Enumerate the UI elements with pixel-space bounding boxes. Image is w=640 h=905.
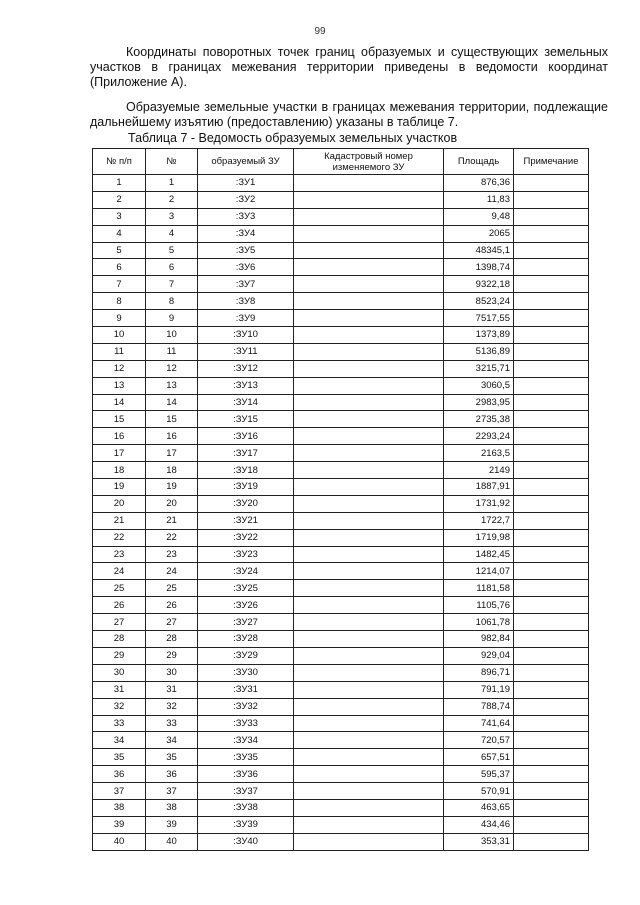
cell-row-number: 36 bbox=[93, 766, 146, 783]
table-row bbox=[93, 327, 589, 344]
cell-row-number: 17 bbox=[93, 445, 146, 462]
table-row bbox=[93, 833, 589, 850]
cell-plot: :ЗУ28 bbox=[198, 631, 294, 648]
cell-note bbox=[514, 411, 589, 428]
cell-number: 37 bbox=[146, 783, 198, 800]
cell-cadastral bbox=[294, 462, 444, 479]
table-row bbox=[93, 546, 589, 563]
table-row bbox=[93, 377, 589, 394]
cell-cadastral bbox=[294, 799, 444, 816]
cell-cadastral bbox=[294, 428, 444, 445]
cell-plot: :ЗУ15 bbox=[198, 411, 294, 428]
cell-note bbox=[514, 614, 589, 631]
cell-area: 791,19 bbox=[444, 681, 514, 698]
table-row bbox=[93, 225, 589, 242]
cell-cadastral bbox=[294, 681, 444, 698]
cell-cadastral bbox=[294, 208, 444, 225]
table-row bbox=[93, 681, 589, 698]
cell-row-number: 31 bbox=[93, 681, 146, 698]
cell-row-number: 40 bbox=[93, 833, 146, 850]
table-row bbox=[93, 816, 589, 833]
cell-note bbox=[514, 175, 589, 192]
header-cadastral: Кадастровый номер изменяемого ЗУ bbox=[294, 149, 444, 175]
cell-area: 1398,74 bbox=[444, 259, 514, 276]
table-row bbox=[93, 698, 589, 715]
cell-row-number: 26 bbox=[93, 597, 146, 614]
cell-cadastral bbox=[294, 614, 444, 631]
cell-row-number: 25 bbox=[93, 580, 146, 597]
table-row bbox=[93, 462, 589, 479]
cell-plot: :ЗУ33 bbox=[198, 715, 294, 732]
cell-note bbox=[514, 259, 589, 276]
cell-plot: :ЗУ11 bbox=[198, 343, 294, 360]
cell-number: 17 bbox=[146, 445, 198, 462]
cell-cadastral bbox=[294, 479, 444, 496]
cell-row-number: 12 bbox=[93, 360, 146, 377]
cell-area: 1887,91 bbox=[444, 479, 514, 496]
cell-number: 12 bbox=[146, 360, 198, 377]
cell-row-number: 39 bbox=[93, 816, 146, 833]
cell-note bbox=[514, 327, 589, 344]
table-row bbox=[93, 276, 589, 293]
cell-number: 35 bbox=[146, 749, 198, 766]
cell-row-number: 10 bbox=[93, 327, 146, 344]
table-row bbox=[93, 360, 589, 377]
cell-row-number: 1 bbox=[93, 175, 146, 192]
cell-row-number: 24 bbox=[93, 563, 146, 580]
cell-number: 23 bbox=[146, 546, 198, 563]
cell-plot: :ЗУ29 bbox=[198, 647, 294, 664]
table-row bbox=[93, 647, 589, 664]
cell-note bbox=[514, 766, 589, 783]
cell-cadastral bbox=[294, 259, 444, 276]
cell-area: 1373,89 bbox=[444, 327, 514, 344]
table-row bbox=[93, 783, 589, 800]
cell-row-number: 32 bbox=[93, 698, 146, 715]
cell-cadastral bbox=[294, 816, 444, 833]
cell-area: 1214,07 bbox=[444, 563, 514, 580]
cell-cadastral bbox=[294, 766, 444, 783]
cell-number: 3 bbox=[146, 208, 198, 225]
cell-plot: :ЗУ37 bbox=[198, 783, 294, 800]
cell-plot: :ЗУ1 bbox=[198, 175, 294, 192]
cell-area: 434,46 bbox=[444, 816, 514, 833]
cell-plot: :ЗУ24 bbox=[198, 563, 294, 580]
cell-area: 11,83 bbox=[444, 191, 514, 208]
header-row-number: № п/п bbox=[93, 149, 146, 175]
cell-note bbox=[514, 479, 589, 496]
cell-plot: :ЗУ4 bbox=[198, 225, 294, 242]
table-caption: Таблица 7 - Ведомость образуемых земельных участков bbox=[128, 131, 458, 145]
cell-note bbox=[514, 276, 589, 293]
table-row bbox=[93, 479, 589, 496]
cell-cadastral bbox=[294, 732, 444, 749]
cell-row-number: 11 bbox=[93, 343, 146, 360]
cell-number: 34 bbox=[146, 732, 198, 749]
cell-area: 876,36 bbox=[444, 175, 514, 192]
cell-plot: :ЗУ5 bbox=[198, 242, 294, 259]
cell-plot: :ЗУ39 bbox=[198, 816, 294, 833]
cell-plot: :ЗУ7 bbox=[198, 276, 294, 293]
table-row bbox=[93, 749, 589, 766]
cell-plot: :ЗУ2 bbox=[198, 191, 294, 208]
table-row bbox=[93, 191, 589, 208]
cell-number: 14 bbox=[146, 394, 198, 411]
cell-note bbox=[514, 512, 589, 529]
table-row bbox=[93, 208, 589, 225]
cell-note bbox=[514, 310, 589, 327]
cell-cadastral bbox=[294, 512, 444, 529]
cell-number: 6 bbox=[146, 259, 198, 276]
cell-number: 36 bbox=[146, 766, 198, 783]
cell-cadastral bbox=[294, 293, 444, 310]
table-row bbox=[93, 428, 589, 445]
cell-cadastral bbox=[294, 631, 444, 648]
cell-row-number: 3 bbox=[93, 208, 146, 225]
cell-area: 657,51 bbox=[444, 749, 514, 766]
cell-number: 2 bbox=[146, 191, 198, 208]
cell-plot: :ЗУ20 bbox=[198, 495, 294, 512]
cell-number: 29 bbox=[146, 647, 198, 664]
cell-row-number: 8 bbox=[93, 293, 146, 310]
cell-cadastral bbox=[294, 647, 444, 664]
cell-plot: :ЗУ27 bbox=[198, 614, 294, 631]
cell-cadastral bbox=[294, 242, 444, 259]
cell-cadastral bbox=[294, 563, 444, 580]
cell-plot: :ЗУ21 bbox=[198, 512, 294, 529]
cell-plot: :ЗУ17 bbox=[198, 445, 294, 462]
cell-row-number: 21 bbox=[93, 512, 146, 529]
cell-note bbox=[514, 833, 589, 850]
table-row bbox=[93, 597, 589, 614]
cell-row-number: 5 bbox=[93, 242, 146, 259]
cell-plot: :ЗУ12 bbox=[198, 360, 294, 377]
cell-plot: :ЗУ16 bbox=[198, 428, 294, 445]
table-row bbox=[93, 175, 589, 192]
cell-number: 20 bbox=[146, 495, 198, 512]
cell-plot: :ЗУ22 bbox=[198, 529, 294, 546]
cell-plot: :ЗУ9 bbox=[198, 310, 294, 327]
cell-area: 7517,55 bbox=[444, 310, 514, 327]
header-note: Примечание bbox=[514, 149, 589, 175]
cell-cadastral bbox=[294, 276, 444, 293]
cell-row-number: 4 bbox=[93, 225, 146, 242]
cell-note bbox=[514, 343, 589, 360]
cell-number: 18 bbox=[146, 462, 198, 479]
cell-number: 1 bbox=[146, 175, 198, 192]
cell-number: 11 bbox=[146, 343, 198, 360]
cell-area: 1722,7 bbox=[444, 512, 514, 529]
cell-number: 16 bbox=[146, 428, 198, 445]
cell-row-number: 22 bbox=[93, 529, 146, 546]
table-row bbox=[93, 664, 589, 681]
table-row bbox=[93, 411, 589, 428]
table-row bbox=[93, 242, 589, 259]
cell-row-number: 14 bbox=[93, 394, 146, 411]
cell-cadastral bbox=[294, 698, 444, 715]
cell-note bbox=[514, 225, 589, 242]
cell-cadastral bbox=[294, 445, 444, 462]
cell-plot: :ЗУ34 bbox=[198, 732, 294, 749]
table-row bbox=[93, 563, 589, 580]
cell-note bbox=[514, 563, 589, 580]
cell-note bbox=[514, 208, 589, 225]
cell-row-number: 34 bbox=[93, 732, 146, 749]
cell-plot: :ЗУ26 bbox=[198, 597, 294, 614]
cell-number: 10 bbox=[146, 327, 198, 344]
cell-cadastral bbox=[294, 360, 444, 377]
cell-row-number: 28 bbox=[93, 631, 146, 648]
cell-plot: :ЗУ18 bbox=[198, 462, 294, 479]
cell-row-number: 15 bbox=[93, 411, 146, 428]
table-row bbox=[93, 580, 589, 597]
cell-area: 720,57 bbox=[444, 732, 514, 749]
cell-number: 9 bbox=[146, 310, 198, 327]
cell-row-number: 33 bbox=[93, 715, 146, 732]
cell-row-number: 13 bbox=[93, 377, 146, 394]
table-row bbox=[93, 495, 589, 512]
cell-number: 19 bbox=[146, 479, 198, 496]
cell-cadastral bbox=[294, 327, 444, 344]
cell-note bbox=[514, 715, 589, 732]
cell-number: 25 bbox=[146, 580, 198, 597]
cell-row-number: 20 bbox=[93, 495, 146, 512]
cell-row-number: 38 bbox=[93, 799, 146, 816]
cell-number: 32 bbox=[146, 698, 198, 715]
cell-cadastral bbox=[294, 749, 444, 766]
cell-number: 5 bbox=[146, 242, 198, 259]
cell-row-number: 6 bbox=[93, 259, 146, 276]
cell-area: 1731,92 bbox=[444, 495, 514, 512]
cell-row-number: 18 bbox=[93, 462, 146, 479]
cell-note bbox=[514, 529, 589, 546]
cell-area: 9322,18 bbox=[444, 276, 514, 293]
table-row bbox=[93, 310, 589, 327]
cell-plot: :ЗУ25 bbox=[198, 580, 294, 597]
cell-row-number: 2 bbox=[93, 191, 146, 208]
cell-plot: :ЗУ13 bbox=[198, 377, 294, 394]
cell-note bbox=[514, 732, 589, 749]
cell-area: 463,65 bbox=[444, 799, 514, 816]
cell-number: 4 bbox=[146, 225, 198, 242]
table-header-row bbox=[93, 149, 589, 175]
plots-table bbox=[92, 148, 589, 851]
table-row bbox=[93, 715, 589, 732]
table-row bbox=[93, 631, 589, 648]
header-plot: образуемый ЗУ bbox=[198, 149, 294, 175]
cell-cadastral bbox=[294, 715, 444, 732]
table-row bbox=[93, 394, 589, 411]
header-area: Площадь bbox=[444, 149, 514, 175]
cell-plot: :ЗУ10 bbox=[198, 327, 294, 344]
cell-plot: :ЗУ36 bbox=[198, 766, 294, 783]
cell-number: 8 bbox=[146, 293, 198, 310]
cell-cadastral bbox=[294, 833, 444, 850]
cell-number: 40 bbox=[146, 833, 198, 850]
cell-cadastral bbox=[294, 664, 444, 681]
cell-row-number: 37 bbox=[93, 783, 146, 800]
cell-area: 3060,5 bbox=[444, 377, 514, 394]
cell-cadastral bbox=[294, 580, 444, 597]
cell-area: 5136,89 bbox=[444, 343, 514, 360]
cell-row-number: 30 bbox=[93, 664, 146, 681]
cell-note bbox=[514, 394, 589, 411]
cell-cadastral bbox=[294, 310, 444, 327]
cell-number: 13 bbox=[146, 377, 198, 394]
cell-cadastral bbox=[294, 175, 444, 192]
cell-note bbox=[514, 597, 589, 614]
cell-area: 9,48 bbox=[444, 208, 514, 225]
cell-cadastral bbox=[294, 225, 444, 242]
cell-note bbox=[514, 293, 589, 310]
cell-area: 929,04 bbox=[444, 647, 514, 664]
cell-number: 15 bbox=[146, 411, 198, 428]
cell-row-number: 29 bbox=[93, 647, 146, 664]
cell-area: 595,37 bbox=[444, 766, 514, 783]
table-row bbox=[93, 529, 589, 546]
cell-number: 39 bbox=[146, 816, 198, 833]
table-row bbox=[93, 799, 589, 816]
cell-row-number: 35 bbox=[93, 749, 146, 766]
cell-area: 8523,24 bbox=[444, 293, 514, 310]
cell-area: 353,31 bbox=[444, 833, 514, 850]
cell-area: 1719,98 bbox=[444, 529, 514, 546]
cell-area: 741,64 bbox=[444, 715, 514, 732]
cell-row-number: 19 bbox=[93, 479, 146, 496]
cell-number: 31 bbox=[146, 681, 198, 698]
cell-note bbox=[514, 647, 589, 664]
cell-plot: :ЗУ35 bbox=[198, 749, 294, 766]
cell-number: 21 bbox=[146, 512, 198, 529]
cell-area: 2149 bbox=[444, 462, 514, 479]
table-row bbox=[93, 445, 589, 462]
cell-area: 896,71 bbox=[444, 664, 514, 681]
table-row bbox=[93, 512, 589, 529]
cell-area: 2293,24 bbox=[444, 428, 514, 445]
cell-note bbox=[514, 191, 589, 208]
cell-number: 38 bbox=[146, 799, 198, 816]
cell-area: 1105,76 bbox=[444, 597, 514, 614]
table-row bbox=[93, 259, 589, 276]
cell-note bbox=[514, 360, 589, 377]
cell-plot: :ЗУ3 bbox=[198, 208, 294, 225]
cell-area: 2983,95 bbox=[444, 394, 514, 411]
cell-plot: :ЗУ40 bbox=[198, 833, 294, 850]
cell-plot: :ЗУ31 bbox=[198, 681, 294, 698]
cell-cadastral bbox=[294, 191, 444, 208]
table-row bbox=[93, 614, 589, 631]
cell-number: 27 bbox=[146, 614, 198, 631]
cell-plot: :ЗУ14 bbox=[198, 394, 294, 411]
paragraph-coordinates: Координаты поворотных точек границ образуемых и существующих земельных участков в границах межевания территории приведены в ведомости координат (Приложение А). bbox=[90, 45, 608, 89]
cell-plot: :ЗУ30 bbox=[198, 664, 294, 681]
cell-area: 788,74 bbox=[444, 698, 514, 715]
cell-note bbox=[514, 799, 589, 816]
cell-row-number: 23 bbox=[93, 546, 146, 563]
cell-number: 28 bbox=[146, 631, 198, 648]
cell-plot: :ЗУ23 bbox=[198, 546, 294, 563]
cell-plot: :ЗУ32 bbox=[198, 698, 294, 715]
cell-cadastral bbox=[294, 394, 444, 411]
page-number: 99 bbox=[314, 26, 326, 37]
cell-area: 1061,78 bbox=[444, 614, 514, 631]
cell-note bbox=[514, 546, 589, 563]
header-number: № bbox=[146, 149, 198, 175]
cell-note bbox=[514, 377, 589, 394]
table-row bbox=[93, 766, 589, 783]
table-row bbox=[93, 732, 589, 749]
cell-plot: :ЗУ8 bbox=[198, 293, 294, 310]
cell-note bbox=[514, 242, 589, 259]
cell-area: 570,91 bbox=[444, 783, 514, 800]
cell-note bbox=[514, 631, 589, 648]
cell-cadastral bbox=[294, 411, 444, 428]
cell-plot: :ЗУ38 bbox=[198, 799, 294, 816]
cell-number: 24 bbox=[146, 563, 198, 580]
cell-cadastral bbox=[294, 377, 444, 394]
cell-area: 2065 bbox=[444, 225, 514, 242]
cell-number: 7 bbox=[146, 276, 198, 293]
paragraph-plots: Образуемые земельные участки в границах межевания территории, подлежащие дальнейшему изъятию (предоставлению) указаны в таблице 7. bbox=[90, 100, 608, 129]
cell-cadastral bbox=[294, 546, 444, 563]
cell-row-number: 9 bbox=[93, 310, 146, 327]
cell-note bbox=[514, 428, 589, 445]
cell-area: 1482,45 bbox=[444, 546, 514, 563]
cell-row-number: 16 bbox=[93, 428, 146, 445]
cell-note bbox=[514, 783, 589, 800]
cell-cadastral bbox=[294, 783, 444, 800]
cell-note bbox=[514, 816, 589, 833]
cell-area: 1181,58 bbox=[444, 580, 514, 597]
table-row bbox=[93, 343, 589, 360]
cell-row-number: 7 bbox=[93, 276, 146, 293]
cell-number: 22 bbox=[146, 529, 198, 546]
cell-number: 30 bbox=[146, 664, 198, 681]
cell-cadastral bbox=[294, 343, 444, 360]
cell-area: 48345,1 bbox=[444, 242, 514, 259]
cell-cadastral bbox=[294, 529, 444, 546]
cell-cadastral bbox=[294, 495, 444, 512]
cell-note bbox=[514, 462, 589, 479]
cell-note bbox=[514, 664, 589, 681]
cell-note bbox=[514, 495, 589, 512]
cell-note bbox=[514, 445, 589, 462]
table-row bbox=[93, 293, 589, 310]
cell-plot: :ЗУ19 bbox=[198, 479, 294, 496]
cell-plot: :ЗУ6 bbox=[198, 259, 294, 276]
cell-note bbox=[514, 681, 589, 698]
cell-area: 2163,5 bbox=[444, 445, 514, 462]
cell-number: 33 bbox=[146, 715, 198, 732]
cell-row-number: 27 bbox=[93, 614, 146, 631]
cell-number: 26 bbox=[146, 597, 198, 614]
cell-area: 982,84 bbox=[444, 631, 514, 648]
cell-area: 2735,38 bbox=[444, 411, 514, 428]
cell-area: 3215,71 bbox=[444, 360, 514, 377]
cell-note bbox=[514, 698, 589, 715]
cell-note bbox=[514, 749, 589, 766]
cell-cadastral bbox=[294, 597, 444, 614]
cell-note bbox=[514, 580, 589, 597]
